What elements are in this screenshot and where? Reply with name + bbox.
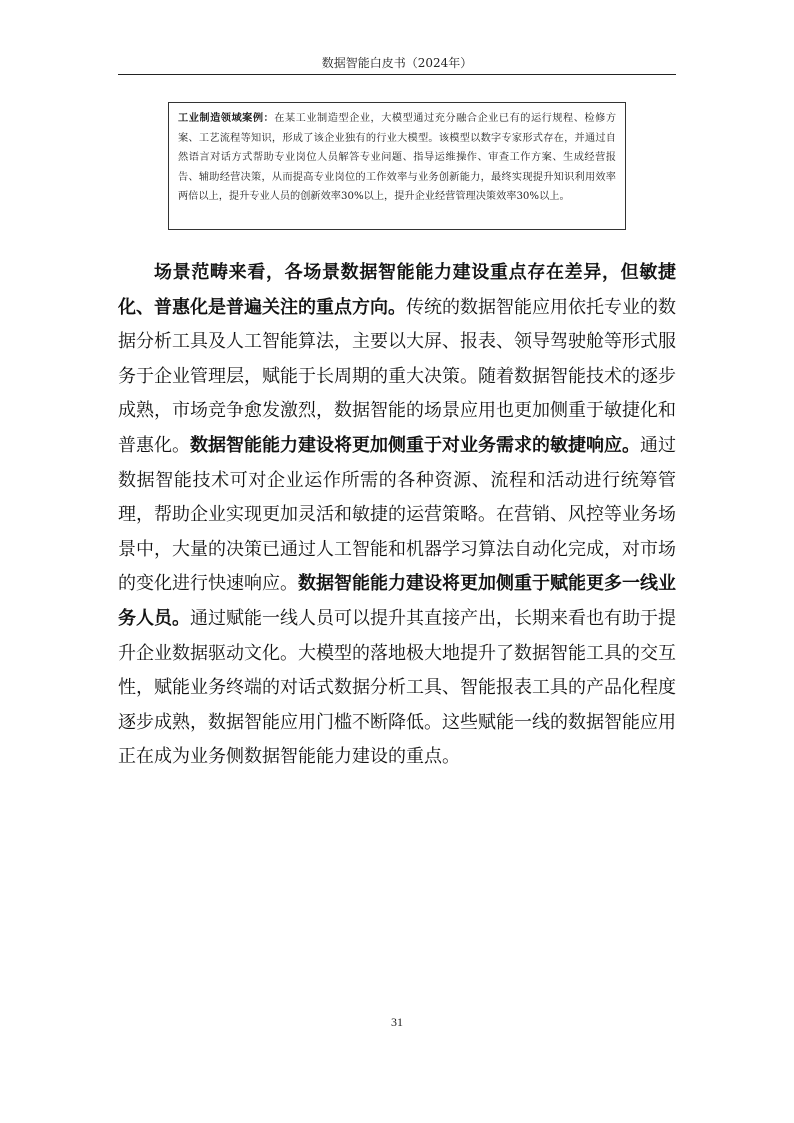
case-study-label: 工业制造领域案例： — [178, 112, 275, 124]
page-number: 31 — [391, 1015, 403, 1029]
running-header: 数据智能白皮书（2024年） — [321, 56, 473, 70]
paragraph-text-3: 通过赋能一线人员可以提升其直接产出，长期来看也有助于提升企业数据驱动文化。大模型的落地极大地提升了数据智能工具的交互性，赋能业务终端的对话式数据分析工具、智能报表工具的产品化程度逐步成熟，数据智能应用门槛不断降低。这些赋能一线的数据智能应用正在成为业务侧数据智能能力建设的重点。 — [118, 607, 676, 768]
header-divider — [118, 74, 676, 75]
case-study-box — [168, 102, 626, 230]
key-point-agile-response: 数据智能能力建设将更加侧重于对业务需求的敏捷响应。 — [190, 434, 640, 456]
key-point-frontline-empowerment: 数据智能能力建设将更加侧重于赋能更多一线业务人员。 — [118, 573, 676, 629]
case-study-text: 在某工业制造型企业，大模型通过充分融合企业已有的运行规程、检修方案、工艺流程等知识，形成了该企业独有的行业大模型。该模型以数字专家形式存在，并通过自然语言对话方式帮助专业岗位人员解答专业问题、指导运维操作、审查工作方案、生成经营报告、辅助经营决策，从而提高专业岗位的工作效率与业务创新能力，最终实现提升知识利用效率两倍以上，提升专业人员的创新效率30%以上，提升企业经营管理决策效率30%以上。 — [178, 113, 617, 203]
paragraph-text-2: 通过数据智能技术可对企业运作所需的各种资源、流程和活动进行统筹管理，帮助企业实现更加灵活和敏捷的运营策略。在营销、风控等业务场景中，大量的决策已通过人工智能和机器学习算法自动化完成，对市场的变化进行快速响应。 — [118, 434, 676, 595]
body-paragraph — [118, 256, 676, 775]
key-point-scenarios: 场景范畴来看，各场景数据智能能力建设重点存在差异，但敏捷化、普惠化是普遍关注的重点方向。 — [118, 262, 676, 318]
paragraph-text-1: 传统的数据智能应用依托专业的数据分析工具及人工智能算法，主要以大屏、报表、领导驾驶舱等形式服务于企业管理层，赋能于长周期的重大决策。随着数据智能技术的逐步成熟，市场竞争愈发激烈，数据智能的场景应用也更加侧重于敏捷化和普惠化。 — [118, 296, 676, 456]
